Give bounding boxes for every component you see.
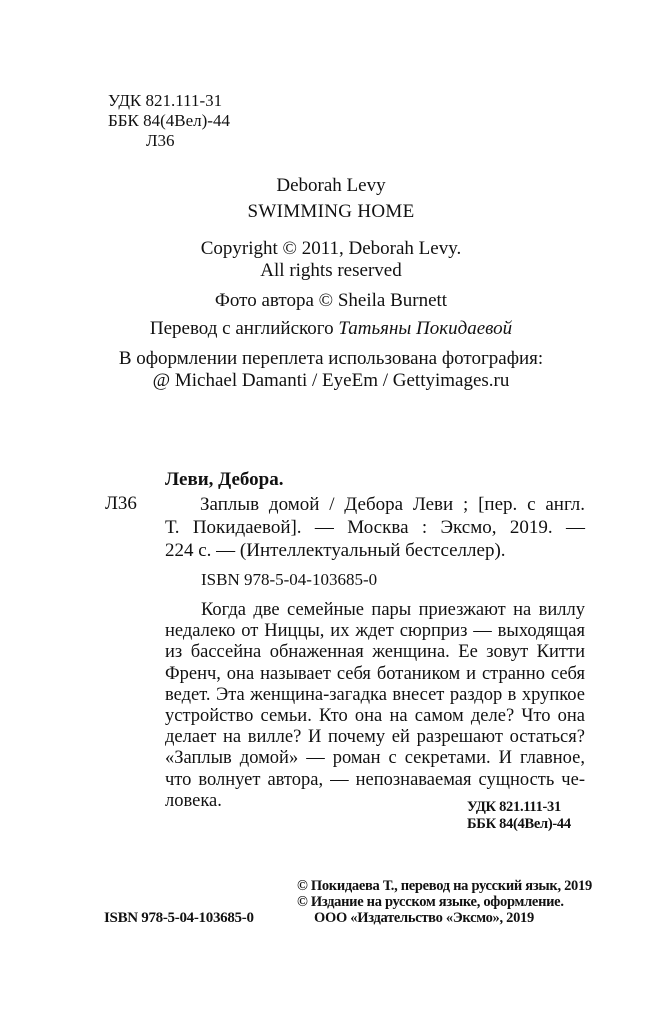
bib-line: Т. Покидаевой]. — Москва : Эксмо, 2019. — [165,517,585,538]
bib-line: Заплыв домой / Дебора Леви ; [пер. с англ. [200,494,585,515]
annotation-line: из бассейна обнаженная женщина. Ее зовут Китти [165,642,585,663]
cover-credit-line1: В оформлении переплета использована фотография: [118,348,544,369]
bib-description [165,493,585,562]
bib-line: 224 с. — (Интеллектуальный бестселлер). [165,540,506,561]
annotation-line: недалеко от Ниццы, их ждет сюрприз — выходящая [165,621,585,642]
bib-isbn: ISBN 978-5-04-103685-0 [201,570,378,589]
author-mark-top: Л36 [146,131,175,150]
translation-credit [0,318,662,340]
original-author: Deborah Levy [276,175,386,196]
bib-heading: Леви, Дебора. [165,469,284,490]
footer-copyright-3: ООО «Издательство «Эксмо», 2019 [314,910,534,926]
udk-top: УДК 821.111-31 [108,91,223,110]
cover-credit-line2: @ Michael Damanti / EyeEm / Gettyimages.ru [152,370,510,391]
photo-name: Sheila Burnett [337,290,448,311]
bbk-top: ББК 84(4Вел)-44 [108,111,230,130]
footer-isbn: ISBN 978-5-04-103685-0 [104,910,254,926]
footer-copyright-1: © Покидаева Т., перевод на русский язык, 2019 [297,878,592,894]
annotation-line: «Заплыв домой» — роман с секретами. И главное, [165,748,585,769]
annotation [165,600,585,812]
annotation-line: делает на вилле? И почему ей разрешают остаться? [165,727,585,748]
photo-label: Фото автора © [214,290,334,311]
annotation-line: что волнует автора, — непознаваемая сущность че- [165,769,585,790]
bib-mark: Л36 [105,493,137,514]
original-title: SWIMMING HOME [247,201,415,222]
annotation-line: устройство семьи. Кто она на самом деле? Что она [165,706,585,727]
rights-line: All rights reserved [260,260,402,281]
udk-bottom: УДК 821.111-31 [467,799,561,815]
bbk-bottom: ББК 84(4Вел)-44 [467,816,571,832]
footer-copyright-2: © Издание на русском языке, оформление. [297,894,564,910]
copyright-line: Copyright © 2011, Deborah Levy. [200,238,462,259]
annotation-line: Когда две семейные пары приезжают на виллу [201,600,585,620]
annotation-line: ловека. [165,790,222,811]
photo-credit [0,290,662,312]
translator-name: Татьяны Покидаевой [338,318,513,339]
annotation-line: Френч, она называет себя ботаником и странно себя [165,663,585,684]
annotation-line: ведет. Эта женщина-загадка внесет раздор в хрупкое [165,684,585,705]
translation-label: Перевод с английского [149,318,334,339]
